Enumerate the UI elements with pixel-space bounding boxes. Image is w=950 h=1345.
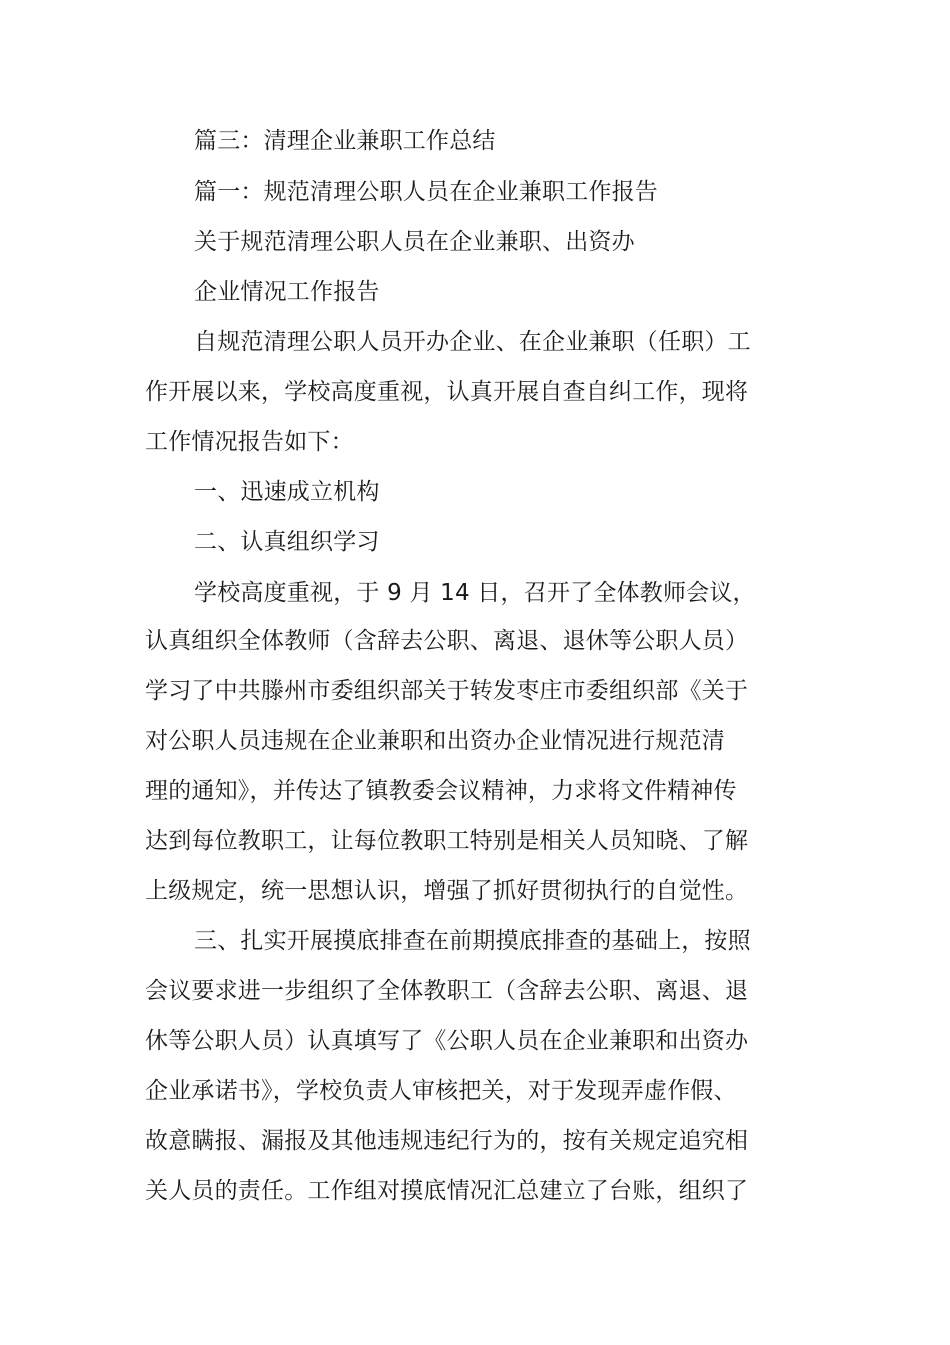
paragraph-intro-line-1: 自规范清理公职人员开办企业、在企业兼职（任职）工: [194, 329, 751, 355]
paragraph-survey-line-1: 三、扎实开展摸底排查在前期摸底排查的基础上，按照: [194, 928, 751, 954]
paragraph-study-line-4: 对公职人员违规在企业兼职和出资办企业情况进行规范清: [145, 728, 725, 754]
paragraph-survey-line-5: 故意瞒报、漏报及其他违规违纪行为的，按有关规定追究相: [145, 1128, 749, 1154]
paragraph-survey-line-3: 休等公职人员）认真填写了《公职人员在企业兼职和出资办: [145, 1028, 749, 1054]
paragraph-survey-line-4: 企业承诺书》，学校负责人审核把关，对于发现弄虚作假、: [145, 1078, 737, 1104]
paragraph-survey-line-2: 会议要求进一步组织了全体教职工（含辞去公职、离退、退: [145, 978, 749, 1004]
paragraph-intro-line-3: 工作情况报告如下：: [145, 429, 354, 455]
section-heading-2: 二、认真组织学习: [194, 529, 380, 555]
report-title-line-2: 企业情况工作报告: [194, 279, 380, 305]
paragraph-study-line-2: 认真组织全体教师（含辞去公职、离退、退休等公职人员）: [145, 628, 749, 654]
heading-part-one: 篇一：规范清理公职人员在企业兼职工作报告: [194, 179, 658, 205]
heading-part-three: 篇三：清理企业兼职工作总结: [194, 128, 496, 154]
paragraph-study-line-1: 学校高度重视，于 9 月 14 日，召开了全体教师会议，: [194, 580, 756, 606]
paragraph-study-line-6: 达到每位教职工，让每位教职工特别是相关人员知晓、了解: [145, 828, 749, 854]
paragraph-study-line-5: 理的通知》，并传达了镇教委会议精神，力求将文件精神传: [145, 778, 737, 804]
paragraph-study-line-7: 上级规定，统一思想认识，增强了抓好贯彻执行的自觉性。: [145, 878, 749, 904]
paragraph-survey-line-6: 关人员的责任。工作组对摸底情况汇总建立了台账，组织了: [145, 1178, 749, 1204]
report-title-line-1: 关于规范清理公职人员在企业兼职、出资办: [194, 229, 635, 255]
paragraph-study-line-3: 学习了中共滕州市委组织部关于转发枣庄市委组织部《关于: [145, 678, 749, 704]
paragraph-intro-line-2: 作开展以来，学校高度重视，认真开展自查自纠工作，现将: [145, 379, 749, 405]
section-heading-1: 一、迅速成立机构: [194, 479, 380, 505]
